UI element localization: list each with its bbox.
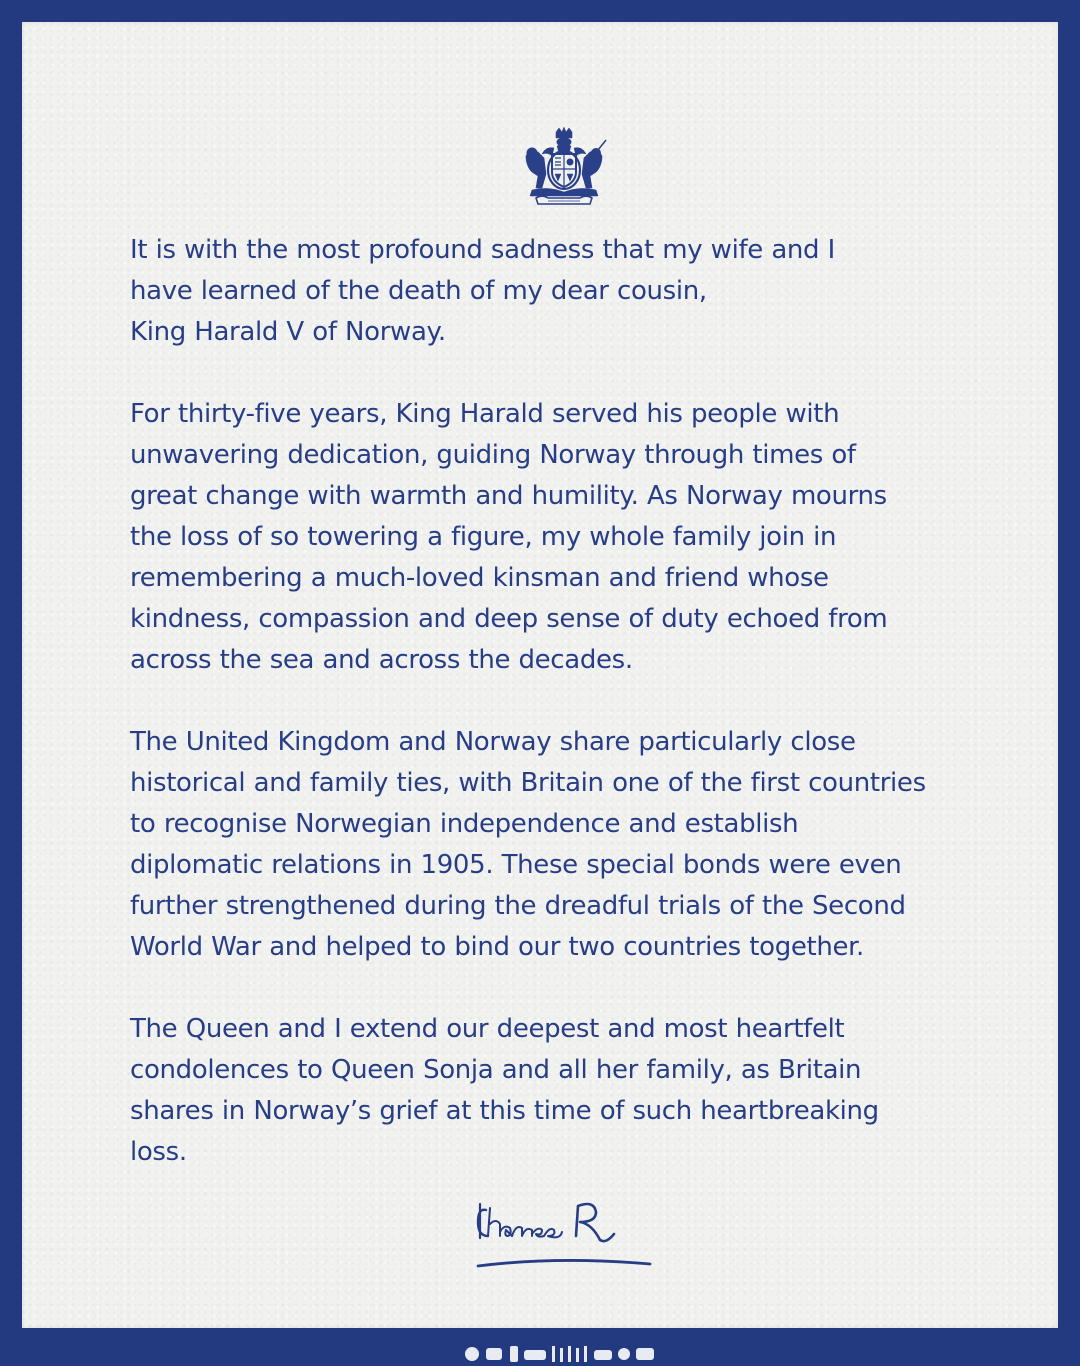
letter-body (130, 230, 1000, 1214)
paragraph-2: For thirty-five years, King Harald served his people with unwavering dedication, guiding Norway through times of great change with warmth and humility. As Norway mourns the loss of so towering a figure, my whole family join in remembering a much-loved kinsman and friend whose kindness, compassion and deep sense of duty echoed from across the sea and across the decades. (130, 399, 888, 675)
paragraph-3: The United Kingdom and Norway share particularly close historical and family ties, with Britain one of the first countries to recognise Norwegian independence and establish diplomatic relations in 1905. These special bonds were even further strengthened during the dreadful trials of the Second World War and helped to bind our two countries together. (130, 727, 926, 962)
paragraph-4: The Queen and I extend our deepest and most heartfelt condolences to Queen Sonja and all her family, as Britain shares in Norway’s grief at this time of such heartbreaking loss. (130, 1014, 879, 1167)
letter-card (22, 22, 1058, 1328)
royal-coat-of-arms-icon (518, 126, 610, 208)
paragraph-1: It is with the most profound sadness that my wife and I have learned of the death of my dear cousin, King Harald V of Norway. (130, 235, 835, 347)
watermark-mark (462, 1342, 662, 1366)
handwritten-signature (468, 1190, 658, 1282)
